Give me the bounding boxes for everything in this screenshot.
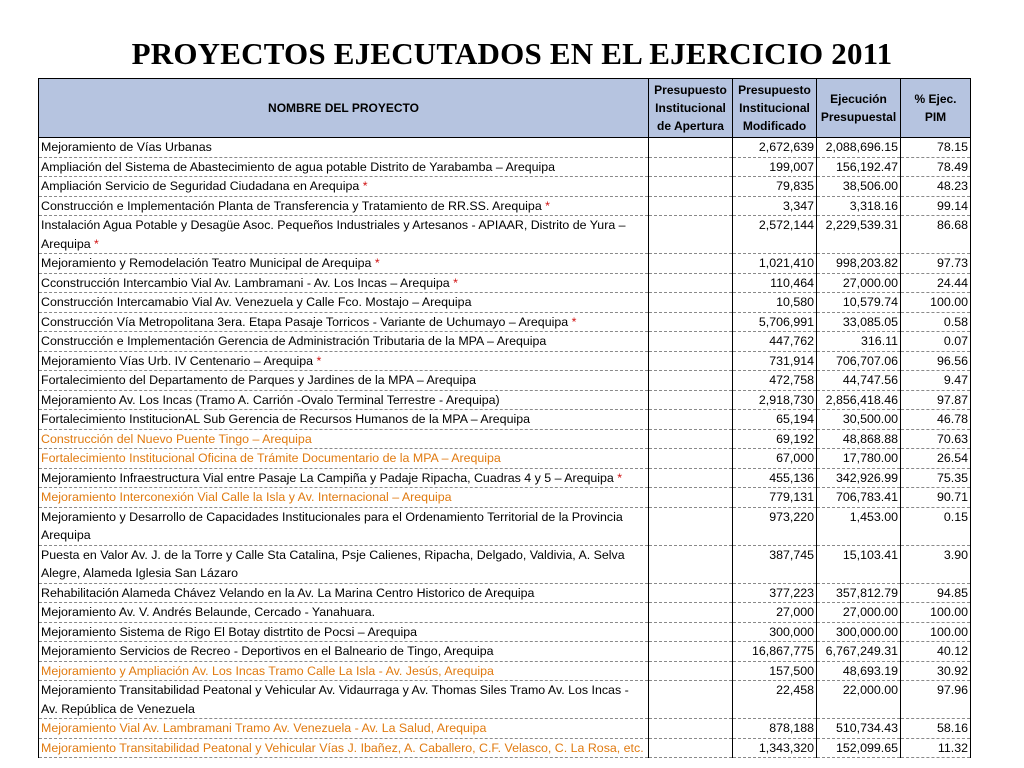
table-row — [39, 216, 971, 254]
pia-cell — [649, 332, 733, 352]
table-row — [39, 449, 971, 469]
percent-cell: 3.90 — [901, 545, 971, 583]
project-name: Mejoramiento Av. V. Andrés Belaunde, Cercado - Yanahuara. — [41, 605, 376, 619]
asterisk-mark: * — [374, 256, 380, 270]
asterisk-mark: * — [617, 470, 623, 485]
table-row — [39, 177, 971, 197]
project-name: Mejoramiento Vial Av. Lambramani Tramo Av. Venezuela - Av. La Salud, Arequipa — [41, 721, 487, 735]
pim-cell: 27,000 — [733, 603, 817, 623]
execution-cell: 48,868.88 — [817, 429, 901, 449]
percent-cell: 70.63 — [901, 429, 971, 449]
table-row — [39, 293, 971, 313]
pia-cell — [649, 293, 733, 313]
pim-cell: 731,914 — [733, 351, 817, 371]
percent-cell: 9.47 — [901, 371, 971, 391]
execution-cell: 30,500.00 — [817, 410, 901, 430]
execution-cell: 38,506.00 — [817, 177, 901, 197]
pim-cell: 67,000 — [733, 449, 817, 469]
project-name-cell — [39, 449, 649, 469]
table-row — [39, 545, 971, 583]
pia-cell — [649, 449, 733, 469]
execution-cell: 998,203.82 — [817, 254, 901, 274]
execution-cell: 2,088,696.15 — [817, 138, 901, 158]
projects-table-container — [38, 78, 970, 758]
project-name-cell — [39, 157, 649, 177]
pim-cell: 79,835 — [733, 177, 817, 197]
project-name-cell — [39, 488, 649, 508]
pim-cell: 447,762 — [733, 332, 817, 352]
pia-cell — [649, 254, 733, 274]
pia-cell — [649, 351, 733, 371]
project-name-cell — [39, 196, 649, 216]
table-row — [39, 719, 971, 739]
pia-cell — [649, 273, 733, 293]
pim-cell: 2,672,639 — [733, 138, 817, 158]
percent-cell: 100.00 — [901, 603, 971, 623]
pim-cell: 5,706,991 — [733, 312, 817, 332]
percent-cell: 94.85 — [901, 583, 971, 603]
percent-cell: 78.15 — [901, 138, 971, 158]
pia-cell — [649, 545, 733, 583]
pia-cell — [649, 196, 733, 216]
pim-cell: 2,918,730 — [733, 390, 817, 410]
asterisk-mark: * — [453, 275, 458, 290]
pia-cell — [649, 603, 733, 623]
pia-cell — [649, 429, 733, 449]
execution-cell: 27,000.00 — [817, 273, 901, 293]
pim-cell: 1,021,410 — [733, 254, 817, 274]
table-row — [39, 583, 971, 603]
table-row — [39, 642, 971, 662]
pia-cell — [649, 468, 733, 488]
header-pim: Presupuesto Institucional Modificado — [733, 79, 817, 138]
project-name-cell — [39, 390, 649, 410]
pia-cell — [649, 622, 733, 642]
table-row — [39, 507, 971, 545]
header-execution: Ejecución Presupuestal — [817, 79, 901, 138]
percent-cell: 11.32 — [901, 738, 971, 758]
execution-cell: 44,747.56 — [817, 371, 901, 391]
project-name: Mejoramiento Av. Los Incas (Tramo A. Carrión -Ovalo Terminal Terrestre - Arequipa) — [41, 392, 500, 407]
pia-cell — [649, 216, 733, 254]
execution-cell: 27,000.00 — [817, 603, 901, 623]
execution-cell: 706,783.41 — [817, 488, 901, 508]
execution-cell: 316.11 — [817, 332, 901, 352]
project-name: Mejoramiento y Desarrollo de Capacidades Institucionales para el Ordenamiento Territorial de la Provincia Arequipa — [41, 509, 623, 542]
project-name: Ampliación Servicio de Seguridad Ciudadana en Arequipa — [41, 179, 363, 193]
project-name: Mejoramiento de Vías Urbanas — [41, 140, 212, 154]
project-name: Mejoramiento Interconexión Vial Calle la Isla y Av. Internacional – Arequipa — [41, 490, 452, 504]
pim-cell: 16,867,775 — [733, 642, 817, 662]
pia-cell — [649, 681, 733, 719]
table-row — [39, 254, 971, 274]
pim-cell: 22,458 — [733, 681, 817, 719]
percent-cell: 90.71 — [901, 488, 971, 508]
project-name-cell — [39, 254, 649, 274]
pia-cell — [649, 312, 733, 332]
execution-cell: 152,099.65 — [817, 738, 901, 758]
execution-cell: 357,812.79 — [817, 583, 901, 603]
table-row — [39, 661, 971, 681]
pim-cell: 472,758 — [733, 371, 817, 391]
table-row — [39, 681, 971, 719]
percent-cell: 0.07 — [901, 332, 971, 352]
percent-cell: 26.54 — [901, 449, 971, 469]
pia-cell — [649, 371, 733, 391]
percent-cell: 78.49 — [901, 157, 971, 177]
percent-cell: 46.78 — [901, 410, 971, 430]
percent-cell: 75.35 — [901, 468, 971, 488]
pia-cell — [649, 719, 733, 739]
execution-cell: 6,767,249.31 — [817, 642, 901, 662]
project-name-cell — [39, 545, 649, 583]
percent-cell: 40.12 — [901, 642, 971, 662]
table-header-row — [39, 79, 971, 138]
project-name-cell — [39, 177, 649, 197]
pim-cell: 69,192 — [733, 429, 817, 449]
execution-cell: 342,926.99 — [817, 468, 901, 488]
pim-cell: 10,580 — [733, 293, 817, 313]
pim-cell: 1,343,320 — [733, 738, 817, 758]
asterisk-mark: * — [362, 179, 368, 193]
project-name: Construcción del Nuevo Puente Tingo – Arequipa — [41, 431, 312, 446]
project-name: Puesta en Valor Av. J. de la Torre y Calle Sta Catalina, Psje Calienes, Ripacha, Delgado, Valdivia, A. Selva Alegre, Alameda Iglesia San Lázaro — [41, 547, 625, 580]
table-row — [39, 351, 971, 371]
asterisk-mark: * — [545, 198, 550, 213]
execution-cell: 33,085.05 — [817, 312, 901, 332]
pia-cell — [649, 488, 733, 508]
pia-cell — [649, 661, 733, 681]
project-name-cell — [39, 351, 649, 371]
project-name: Mejoramiento Servicios de Recreo - Deportivos en el Balneario de Tingo, Arequipa — [41, 644, 494, 658]
pim-cell: 779,131 — [733, 488, 817, 508]
pim-cell: 2,572,144 — [733, 216, 817, 254]
percent-cell: 97.96 — [901, 681, 971, 719]
execution-cell: 2,229,539.31 — [817, 216, 901, 254]
project-name-cell — [39, 661, 649, 681]
table-row — [39, 429, 971, 449]
percent-cell: 48.23 — [901, 177, 971, 197]
asterisk-mark: * — [316, 353, 322, 368]
project-name: Mejoramiento Vías Urb. IV Centenario – Arequipa — [41, 353, 317, 368]
table-row — [39, 312, 971, 332]
project-name: Mejoramiento y Remodelación Teatro Municipal de Arequipa — [41, 256, 375, 270]
pia-cell — [649, 157, 733, 177]
percent-cell: 0.58 — [901, 312, 971, 332]
execution-cell: 10,579.74 — [817, 293, 901, 313]
table-row — [39, 332, 971, 352]
pim-cell: 157,500 — [733, 661, 817, 681]
percent-cell: 58.16 — [901, 719, 971, 739]
project-name: Construcción Vía Metropolitana 3era. Etapa Pasaje Torricos - Variante de Uchumayo – Arequipa — [41, 314, 572, 329]
execution-cell: 510,734.43 — [817, 719, 901, 739]
project-name-cell — [39, 332, 649, 352]
project-name-cell — [39, 216, 649, 254]
percent-cell: 96.56 — [901, 351, 971, 371]
percent-cell: 97.87 — [901, 390, 971, 410]
pim-cell: 110,464 — [733, 273, 817, 293]
execution-cell: 15,103.41 — [817, 545, 901, 583]
project-name: Rehabilitación Alameda Chávez Velando en la Av. La Marina Centro Historico de Arequipa — [41, 585, 535, 600]
pia-cell — [649, 410, 733, 430]
project-name: Mejoramiento Transitabilidad Peatonal y Vehicular Vías J. Ibañez, A. Caballero, C.F. Velasco, C. La Rosa, etc. — [41, 740, 644, 755]
percent-cell: 100.00 — [901, 293, 971, 313]
pia-cell — [649, 642, 733, 662]
pim-cell: 3,347 — [733, 196, 817, 216]
project-name-cell — [39, 642, 649, 662]
project-name: Mejoramiento y Ampliación Av. Los Incas Tramo Calle La Isla - Av. Jesús, Arequipa — [41, 663, 494, 678]
project-name: Construcción e Implementación Gerencia de Administración Tributaria de la MPA – Arequipa — [41, 334, 547, 348]
project-name: Mejoramiento Transitabilidad Peatonal y Vehicular Av. Vidaurraga y Av. Thomas Siles Tramo Av. Los Incas - Av. República de Venezuela — [41, 683, 629, 716]
execution-cell: 300,000.00 — [817, 622, 901, 642]
project-name-cell — [39, 603, 649, 623]
percent-cell: 30.92 — [901, 661, 971, 681]
table-row — [39, 738, 971, 758]
project-name-cell — [39, 583, 649, 603]
percent-cell: 100.00 — [901, 622, 971, 642]
project-name: Fortalecimiento InstitucionAL Sub Gerencia de Recursos Humanos de la MPA – Arequipa — [41, 412, 530, 426]
project-name-cell — [39, 468, 649, 488]
pim-cell: 973,220 — [733, 507, 817, 545]
pim-cell: 878,188 — [733, 719, 817, 739]
percent-cell: 86.68 — [901, 216, 971, 254]
pim-cell: 455,136 — [733, 468, 817, 488]
execution-cell: 22,000.00 — [817, 681, 901, 719]
header-pia: Presupuesto Institucional de Apertura — [649, 79, 733, 138]
execution-cell: 1,453.00 — [817, 507, 901, 545]
table-row — [39, 603, 971, 623]
project-name: Fortalecimiento Institucional Oficina de Trámite Documentario de la MPA – Arequipa — [41, 451, 501, 465]
project-name-cell — [39, 371, 649, 391]
project-name: Ampliación del Sistema de Abastecimiento de agua potable Distrito de Yarabamba – Arequipa — [41, 159, 556, 174]
table-row — [39, 390, 971, 410]
pim-cell: 199,007 — [733, 157, 817, 177]
execution-cell: 48,693.19 — [817, 661, 901, 681]
project-name-cell — [39, 293, 649, 313]
project-name-cell — [39, 410, 649, 430]
project-name: Fortalecimiento del Departamento de Parques y Jardines de la MPA – Arequipa — [41, 373, 477, 387]
asterisk-mark: * — [571, 314, 577, 329]
table-row — [39, 157, 971, 177]
table-row — [39, 371, 971, 391]
percent-cell: 0.15 — [901, 507, 971, 545]
pia-cell — [649, 507, 733, 545]
page-title: PROYECTOS EJECUTADOS EN EL EJERCICIO 2011 — [131, 36, 893, 71]
header-percent: % Ejec. PIM — [901, 79, 971, 138]
project-name: Mejoramiento Infraestructura Vial entre Pasaje La Campiña y Padaje Ripacha, Cuadras 4 y 5 – Arequipa — [41, 470, 618, 485]
execution-cell: 156,192.47 — [817, 157, 901, 177]
project-name-cell — [39, 138, 649, 158]
project-name: Construcción e Implementación Planta de Transferencia y Tratamiento de RR.SS. Arequipa — [41, 198, 546, 213]
execution-cell: 2,856,418.46 — [817, 390, 901, 410]
project-name-cell — [39, 429, 649, 449]
project-name: Instalación Agua Potable y Desagüe Asoc. Pequeños Industriales y Artesanos - APIAAR, Distrito de Yura –Arequipa — [41, 218, 626, 251]
table-body — [39, 138, 971, 758]
execution-cell: 3,318.16 — [817, 196, 901, 216]
table-row — [39, 410, 971, 430]
table-row — [39, 488, 971, 508]
pia-cell — [649, 583, 733, 603]
pia-cell — [649, 138, 733, 158]
project-name-cell — [39, 738, 649, 758]
table-row — [39, 196, 971, 216]
projects-table — [38, 78, 971, 758]
project-name: Cconstrucción Intercambio Vial Av. Lambramani - Av. Los Incas – Arequipa — [41, 275, 454, 290]
execution-cell: 17,780.00 — [817, 449, 901, 469]
table-row — [39, 138, 971, 158]
pia-cell — [649, 738, 733, 758]
percent-cell: 24.44 — [901, 273, 971, 293]
table-row — [39, 622, 971, 642]
percent-cell: 99.14 — [901, 196, 971, 216]
header-project-name: NOMBRE DEL PROYECTO — [39, 79, 649, 138]
percent-cell: 97.73 — [901, 254, 971, 274]
asterisk-mark: * — [94, 236, 99, 251]
pim-cell: 387,745 — [733, 545, 817, 583]
table-row — [39, 273, 971, 293]
pia-cell — [649, 177, 733, 197]
project-name-cell — [39, 312, 649, 332]
project-name: Construcción Intercamabio Vial Av. Venezuela y Calle Fco. Mostajo – Arequipa — [41, 295, 472, 309]
pim-cell: 300,000 — [733, 622, 817, 642]
project-name-cell — [39, 681, 649, 719]
execution-cell: 706,707.06 — [817, 351, 901, 371]
pia-cell — [649, 390, 733, 410]
project-name-cell — [39, 273, 649, 293]
project-name-cell — [39, 507, 649, 545]
project-name-cell — [39, 719, 649, 739]
project-name-cell — [39, 622, 649, 642]
table-row — [39, 468, 971, 488]
pim-cell: 377,223 — [733, 583, 817, 603]
project-name: Mejoramiento Sistema de Rigo El Botay distrtito de Pocsi – Arequipa — [41, 624, 418, 639]
pim-cell: 65,194 — [733, 410, 817, 430]
